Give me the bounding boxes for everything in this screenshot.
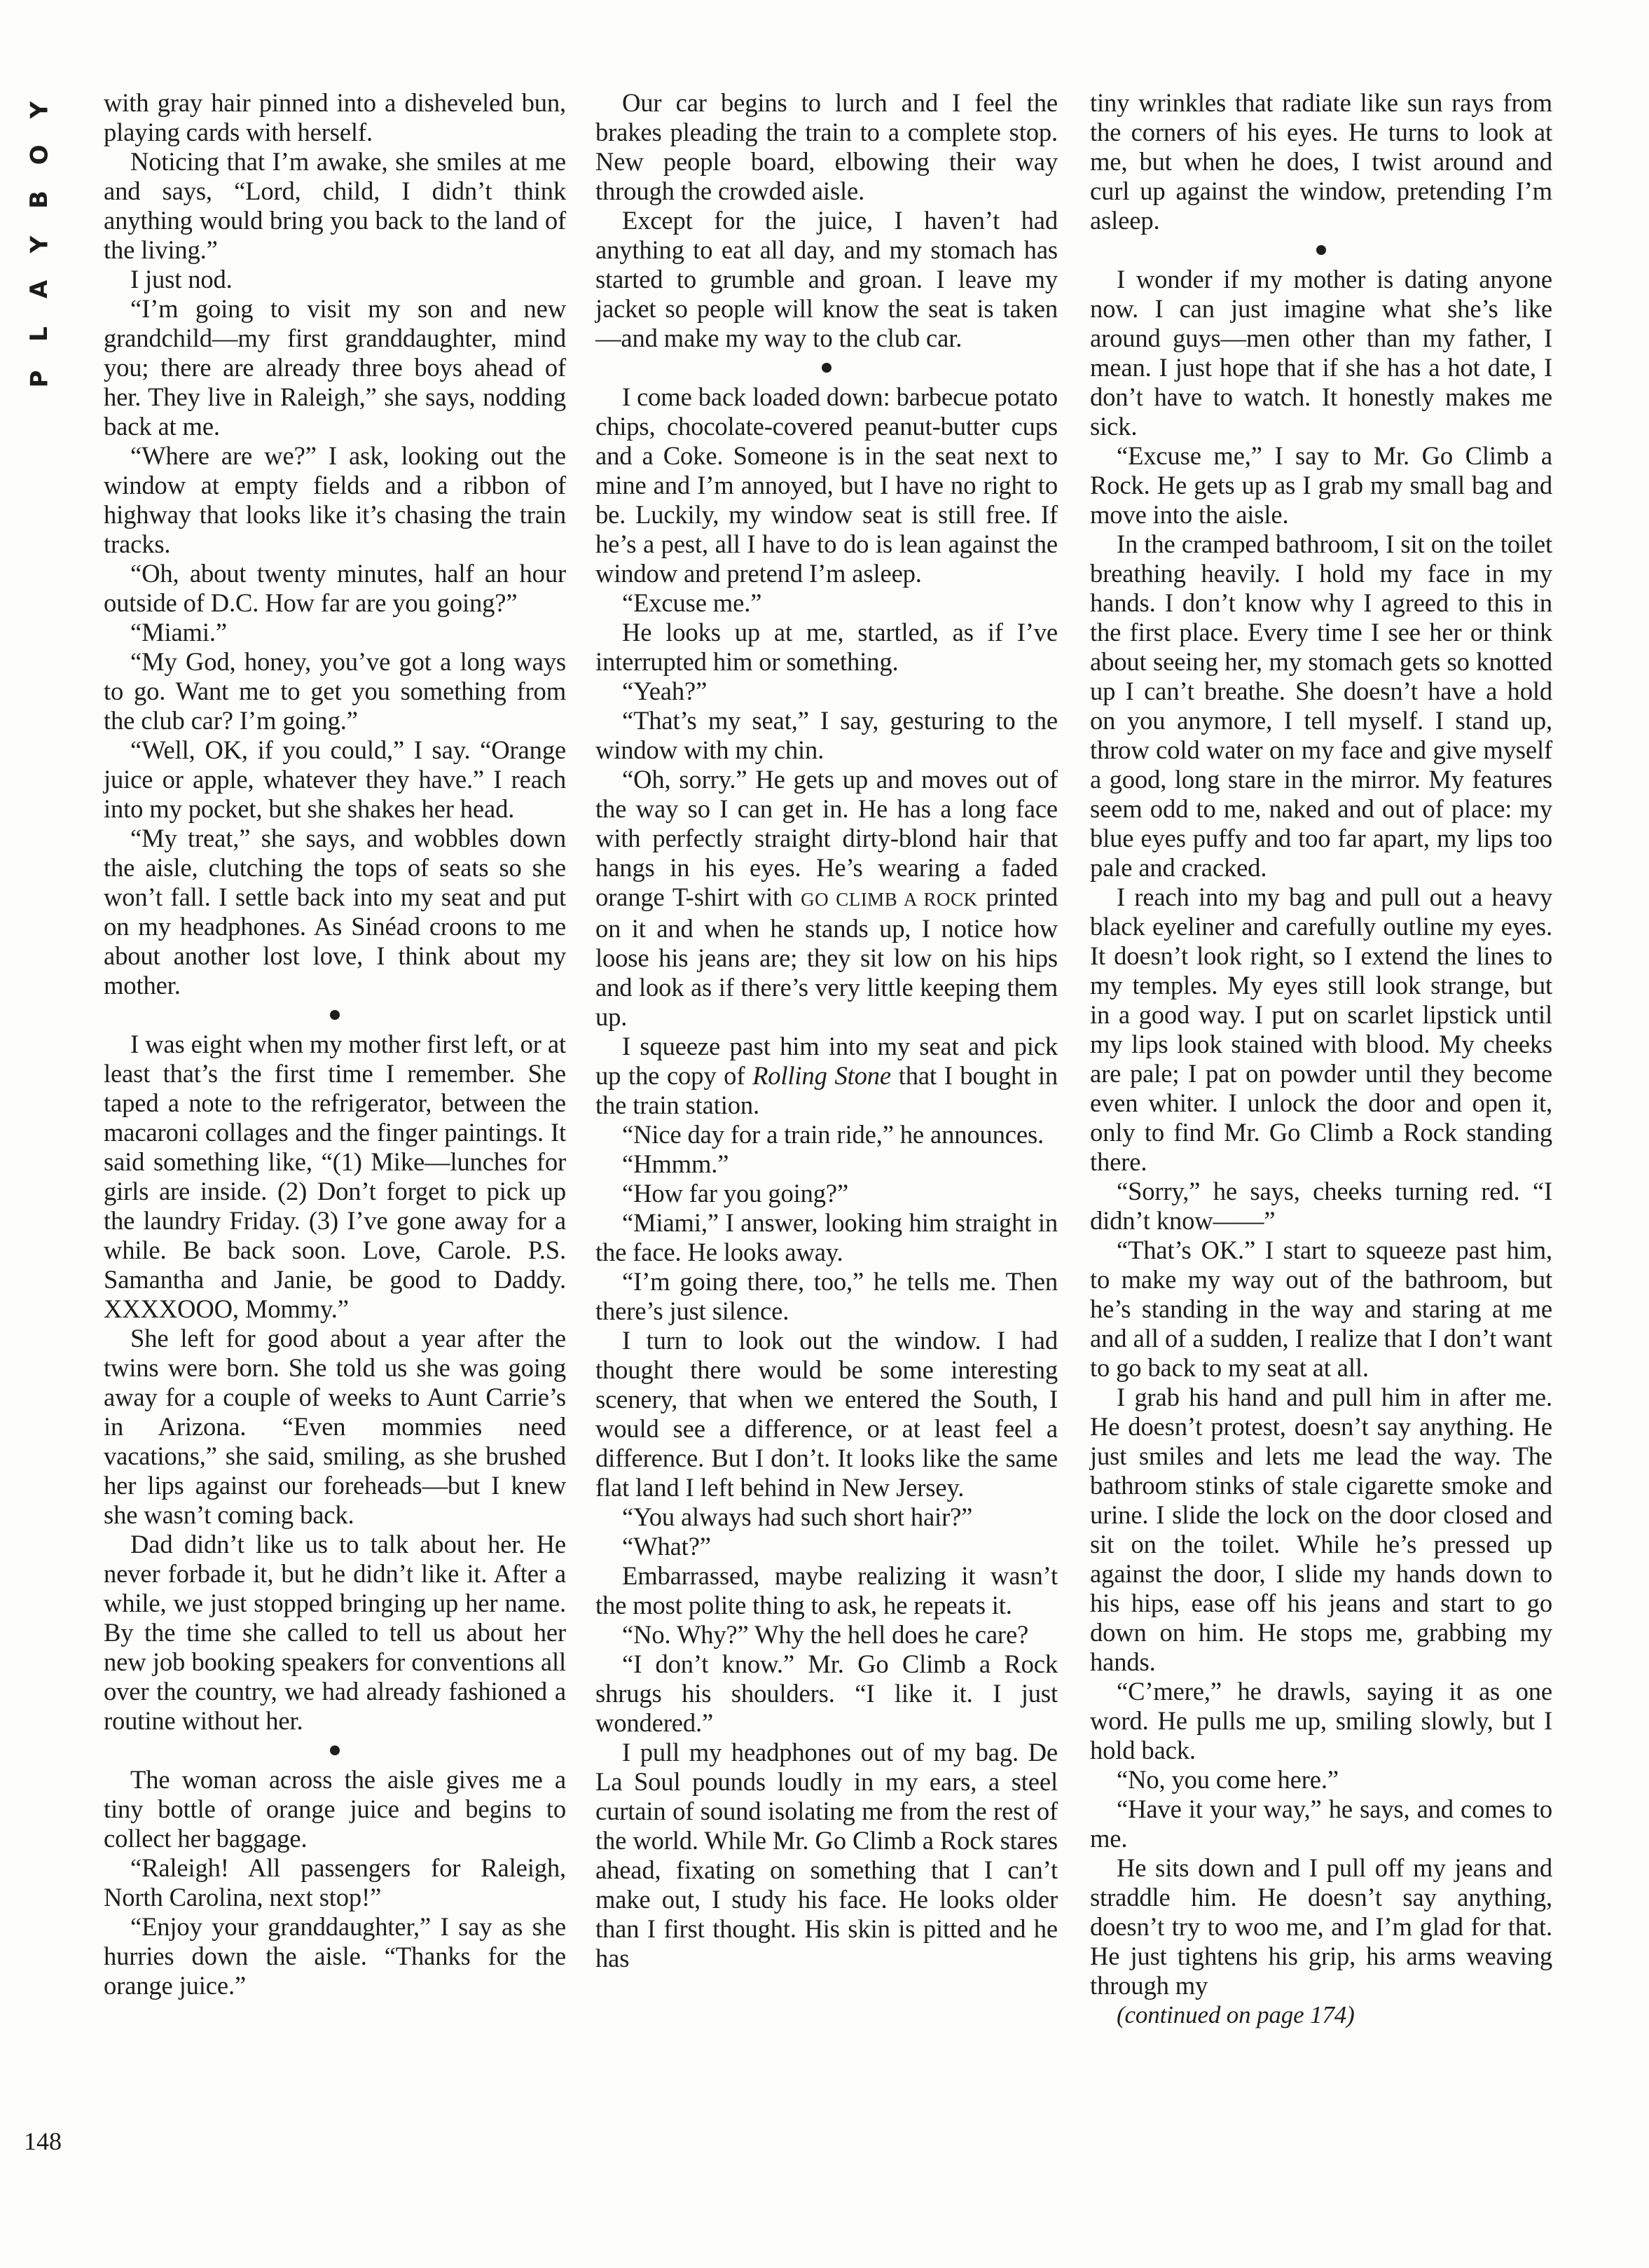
section-break-bullet [104,1000,566,1030]
paragraph: “Excuse me.” [622,588,762,617]
paragraph: Noticing that I’m awake, she smiles at me and says, “Lord, child, I didn’t think anything would bring you back to the land of the living.” [104,147,566,264]
paragraph: He sits down and I pull off my jeans and straddle him. He doesn’t say anything, doesn’t try to woo me, and I’m glad for that. He just tightens his grip, his arms weaving through my [1090,1853,1552,2000]
section-break-bullet [1090,235,1552,265]
text-column-3 [1090,88,1552,2030]
paragraph [595,1032,1058,1120]
text-column-1 [104,88,566,2000]
continued-on-note: (continued on page 174) [1117,2001,1355,2028]
paragraph: She left for good about a year after the twins were born. She told us she was going away for a couple of weeks to Aunt Carrie’s in Arizona. “Even mommies need vacations,” she said, smiling, as she brushed her lips against our foreheads—but I knew she wasn’t coming back. [104,1324,566,1529]
paragraph: Embarrassed, maybe realizing it wasn’t the most polite thing to ask, he repeats it. [595,1561,1058,1619]
text-run: printed on it and when he stands up, I notice how loose his jeans are; they sit low on his hips and look as if there’s very little keeping them up. [595,883,1058,1031]
paragraph: Dad didn’t like us to talk about her. He never forbade it, but he didn’t like it. After a while, we just stopped bringing up her name. By the time she called to tell us about her new job booking speakers for conventions all over the country, we had already fashioned a routine without her. [104,1530,566,1735]
paragraph: I grab his hand and pull him in after me. He doesn’t protest, doesn’t say anything. He just smiles and lets me lead the way. The bathroom stinks of stale cigarette smoke and urine. I slide the lock on the door closed and sit on the toilet. While he’s pressed up against the door, I slide my hands down to his hips, ease off his jeans and start to go down on him. He stops me, grabbing my hands. [1090,1383,1552,1676]
paragraph: with gray hair pinned into a disheveled bun, playing cards with herself. [104,88,566,146]
paragraph: “Miami,” I answer, looking him straight in the face. He looks away. [595,1208,1058,1266]
runner-letter: Y [25,101,53,119]
paragraph: “No, you come here.” [1117,1765,1339,1794]
paragraph: Except for the juice, I haven’t had anything to eat all day, and my stomach has started to grumble and groan. I leave my jacket so people will know the seat is taken—and make my way to the club car. [595,206,1058,352]
paragraph: “I don’t know.” Mr. Go Climb a Rock shrugs his shoulders. “I like it. I just wondered.” [595,1650,1058,1737]
paragraph: The woman across the aisle gives me a tiny bottle of orange juice and begins to collect her baggage. [104,1765,566,1853]
paragraph: “My God, honey, you’ve got a long ways to go. Want me to get you something from the club car? I’m going.” [104,647,566,735]
paragraph: tiny wrinkles that radiate like sun rays from the corners of his eyes. He turns to look at me, but when he does, I twist around and curl up against the window, pretending I’m asleep. [1090,88,1552,235]
paragraph: “Sorry,” he says, cheeks turning red. “I didn’t know——” [1090,1177,1552,1235]
paragraph: I just nod. [130,265,233,293]
paragraph: “Enjoy your granddaughter,” I say as she hurries down the aisle. “Thanks for the orange juice.” [104,1912,566,2000]
paragraph: “Well, OK, if you could,” I say. “Orange juice or apple, whatever they have.” I reach into my pocket, but she shakes her head. [104,735,566,823]
text-run: I squeeze past him into my seat and pick up the copy of [595,1032,1058,1090]
paragraph: “That’s OK.” I start to squeeze past him, to make my way out of the bathroom, but he’s standing in the way and staring at me and all of a sudden, I realize that I don’t want to go back to my seat at all. [1090,1236,1552,1382]
paragraph: I pull my headphones out of my bag. De La Soul pounds loudly in my ears, a steel curtain of sound isolating me from the rest of the world. While Mr. Go Climb a Rock stares ahead, fixating on something that I can’t make out, I study his face. He looks older than I first thought. His skin is pitted and he has [595,1738,1058,1972]
paragraph: I wonder if my mother is dating anyone now. I can just imagine what she’s like around guys—men other than my father, I mean. I just hope that if she has a hot date, I don’t have to watch. It honestly makes me sick. [1090,265,1552,441]
runner-letter: L [25,326,53,342]
paragraph: In the cramped bathroom, I sit on the toilet breathing heavily. I hold my face in my hands. I don’t know why I agreed to this in the first place. Every time I see her or think about seeing her, my stomach gets so knotted up I can’t breathe. She doesn’t have a hold on you anymore, I tell myself. I stand up, throw cold water on my face and give myself a good, long stare in the mirror. My features seem odd to me, naked and out of place: my blue eyes puffy and too far apart, my lips too pale and cracked. [1090,530,1552,882]
paragraph: I come back loaded down: barbecue potato chips, chocolate-covered peanut-butter cups and a Coke. Someone is in the seat next to mine and I’m annoyed, but I have no right to be. Luckily, my window seat is still free. If he’s a pest, all I have to do is lean against the window and pretend I’m asleep. [595,382,1058,588]
paragraph: “That’s my seat,” I say, gesturing to the window with my chin. [595,706,1058,764]
paragraph: “Excuse me,” I say to Mr. Go Climb a Rock. He gets up as I grab my small bag and move into the aisle. [1090,441,1552,529]
text-run: “Oh, sorry.” He gets up and moves out of the way so I can get in. He has a long face with perfectly straight dirty-blond hair that hangs in his eyes. He’s wearing a faded orange T-shirt with [595,765,1058,911]
section-break-bullet [595,353,1058,382]
paragraph: “Nice day for a train ride,” he announces. [622,1120,1044,1149]
paragraph: “Oh, about twenty minutes, half an hour outside of D.C. How far are you going?” [104,559,566,617]
shirt-slogan: GO CLIMB A ROCK [801,889,978,910]
paragraph: “What?” [622,1532,711,1561]
magazine-title: Rolling Stone [752,1061,891,1090]
page-number: 148 [24,2127,62,2155]
paragraph: “Yeah?” [622,677,708,705]
paragraph: I was eight when my mother first left, or at least that’s the first time I remember. She taped a note to the refrigerator, between the macaroni collages and the finger paintings. It said something like, “(1) Mike—lunches for girls are inside. (2) Don’t forget to pick up the laundry Friday. (3) I’ve gone away for a while. Be back soon. Love, Carole. P.S. Samantha and Janie, be good to Daddy. XXXXOOO, Mommy.” [104,1030,566,1323]
magazine-running-head [22,98,56,391]
paragraph: I reach into my bag and pull out a heavy black eyeliner and carefully outline my eyes. It doesn’t look right, so I extend the lines to my temples. My eyes still look strange, but in a good way. I put on scarlet lipstick until my lips look stained with blood. My cheeks are pale; I pat on powder until they become even whiter. I unlock the door and open it, only to find Mr. Go Climb a Rock standing there. [1090,883,1552,1176]
paragraph: “Raleigh! All passengers for Raleigh, North Carolina, next stop!” [104,1853,566,1911]
paragraph: “C’mere,” he drawls, saying it as one word. He pulls me up, smiling slowly, but I hold back. [1090,1677,1552,1764]
paragraph: “No. Why?” Why the hell does he care? [622,1620,1029,1649]
paragraph: “My treat,” she says, and wobbles down the aisle, clutching the tops of seats so she won’t fall. I settle back into my seat and put on my headphones. As Sinéad croons to me about another lost love, I think about my mother. [104,824,566,1000]
runner-letter: O [25,144,53,165]
paragraph: I turn to look out the window. I had thought there would be some interesting scenery, that when we entered the South, I would see a difference, or at least feel a difference. But I don’t. It looks like the same flat land I left behind in New Jersey. [595,1326,1058,1502]
text-column-2 [595,88,1058,1973]
paragraph: “Hmmm.” [622,1149,729,1178]
paragraph: He looks up at me, startled, as if I’ve interrupted him or something. [595,618,1058,676]
paragraph: “I’m going there, too,” he tells me. Then there’s just silence. [595,1267,1058,1325]
paragraph [595,765,1058,1032]
paragraph: “Where are we?” I ask, looking out the window at empty fields and a ribbon of highway that looks like it’s chasing the train tracks. [104,441,566,558]
paragraph: “Miami.” [130,618,227,646]
paragraph: “I’m going to visit my son and new grandchild—my first granddaughter, mind you; there are already three boys ahead of her. They live in Raleigh,” she says, nodding back at me. [104,294,566,441]
paragraph: “Have it your way,” he says, and comes to me. [1090,1795,1552,1853]
paragraph: “You always had such short hair?” [622,1502,973,1531]
runner-letter: P [25,370,53,388]
section-break-bullet [104,1736,566,1765]
runner-letter: A [25,279,53,299]
paragraph: “How far you going?” [622,1179,849,1208]
runner-letter: B [25,191,53,209]
text-run: that I bought in the train station. [595,1061,1058,1119]
paragraph: Our car begins to lurch and I feel the brakes pleading the train to a complete stop. New people board, elbowing their way through the crowded aisle. [595,88,1058,205]
runner-letter: Y [25,235,53,254]
